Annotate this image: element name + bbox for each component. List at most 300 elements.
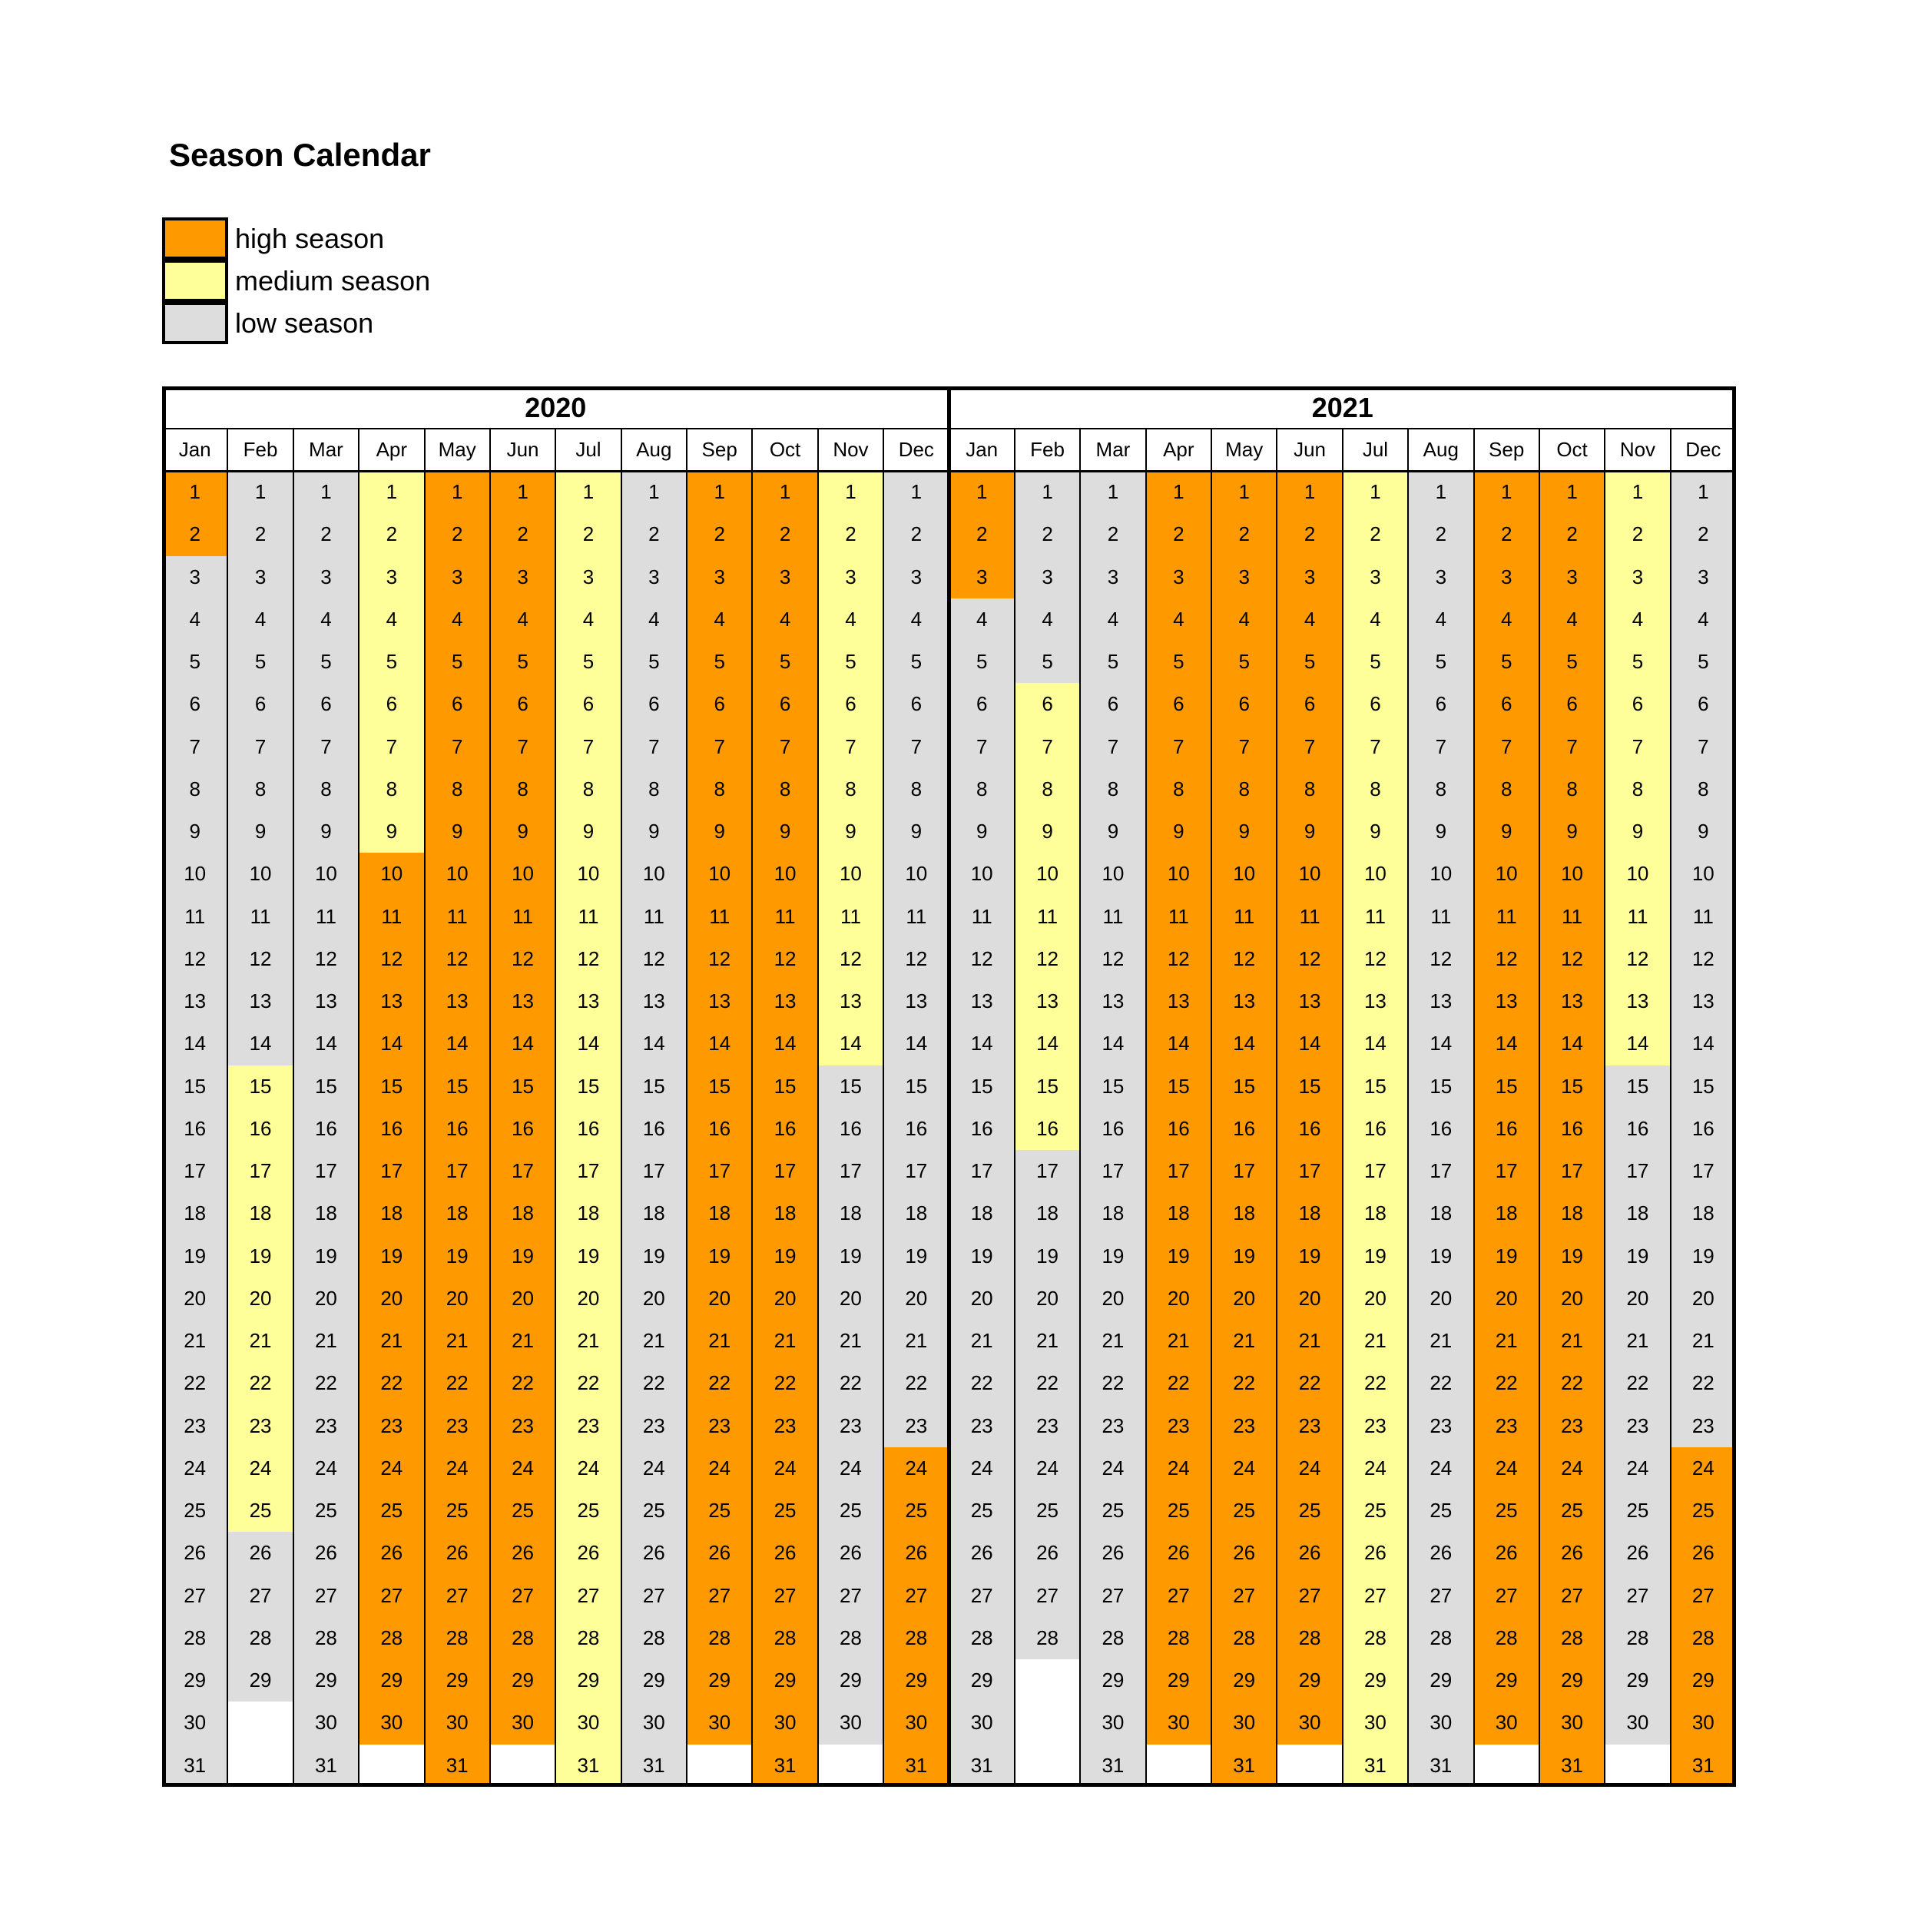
page-title: Season Calendar (169, 137, 431, 173)
day-cell: 28 (1277, 1617, 1342, 1659)
day-cell: 7 (490, 726, 555, 768)
day-cell: 12 (1474, 938, 1539, 980)
day-cell: 14 (687, 1022, 752, 1065)
day-cell: 16 (227, 1108, 293, 1150)
month-divider-line (293, 429, 294, 1787)
day-cell: 5 (1277, 641, 1342, 683)
day-cell: 18 (1277, 1192, 1342, 1234)
month-divider-line (621, 429, 622, 1787)
day-cell: 31 (1211, 1745, 1277, 1787)
day-cell: 22 (555, 1362, 621, 1404)
day-cell: 17 (1343, 1150, 1408, 1192)
empty-day-cell (1605, 1745, 1670, 1787)
day-cell: 13 (883, 980, 949, 1022)
day-cell: 23 (1080, 1405, 1145, 1447)
day-cell: 20 (687, 1278, 752, 1320)
day-cell: 26 (1015, 1532, 1080, 1574)
day-cell: 10 (555, 853, 621, 895)
empty-day-cell (359, 1745, 424, 1787)
day-cell: 10 (490, 853, 555, 895)
day-cell: 4 (949, 598, 1015, 641)
day-cell: 15 (162, 1065, 227, 1108)
day-cell: 17 (1539, 1150, 1605, 1192)
day-cell: 11 (162, 896, 227, 938)
day-cell: 9 (621, 810, 687, 853)
day-cell: 15 (1146, 1065, 1211, 1108)
day-cell: 16 (1605, 1108, 1670, 1150)
day-cell: 27 (293, 1575, 359, 1617)
day-cell: 4 (227, 598, 293, 641)
day-cell: 17 (1277, 1150, 1342, 1192)
day-cell: 21 (1605, 1320, 1670, 1362)
day-cell: 3 (1015, 556, 1080, 598)
day-cell: 25 (1605, 1490, 1670, 1532)
day-cell: 22 (1211, 1362, 1277, 1404)
day-cell: 14 (818, 1022, 883, 1065)
month-header-2020-oct: Oct (752, 429, 817, 471)
day-cell: 2 (1474, 513, 1539, 555)
day-cell: 8 (1343, 768, 1408, 810)
month-divider-line (1211, 429, 1212, 1787)
day-cell: 24 (425, 1447, 490, 1490)
day-cell: 27 (687, 1575, 752, 1617)
day-cell: 20 (1277, 1278, 1342, 1320)
day-cell: 13 (162, 980, 227, 1022)
day-cell: 6 (1474, 683, 1539, 725)
day-cell: 2 (1408, 513, 1473, 555)
day-cell: 26 (1080, 1532, 1145, 1574)
day-cell: 30 (818, 1702, 883, 1744)
day-cell: 29 (1605, 1659, 1670, 1702)
day-cell: 14 (1277, 1022, 1342, 1065)
day-cell: 13 (227, 980, 293, 1022)
day-cell: 31 (1408, 1745, 1473, 1787)
day-cell: 13 (949, 980, 1015, 1022)
day-cell: 28 (1211, 1617, 1277, 1659)
day-cell: 1 (227, 471, 293, 513)
day-cell: 17 (1671, 1150, 1736, 1192)
day-cell: 24 (1474, 1447, 1539, 1490)
day-cell: 15 (1605, 1065, 1670, 1108)
day-cell: 5 (1671, 641, 1736, 683)
month-header-2021-oct: Oct (1539, 429, 1605, 471)
month-header-2020-apr: Apr (359, 429, 424, 471)
day-cell: 3 (1211, 556, 1277, 598)
day-cell: 25 (490, 1490, 555, 1532)
day-cell: 28 (883, 1617, 949, 1659)
day-cell: 5 (555, 641, 621, 683)
day-cell: 23 (293, 1405, 359, 1447)
day-cell: 13 (1474, 980, 1539, 1022)
day-cell: 1 (1539, 471, 1605, 513)
day-cell: 13 (1605, 980, 1670, 1022)
day-cell: 26 (949, 1532, 1015, 1574)
day-cell: 25 (1080, 1490, 1145, 1532)
day-cell: 1 (555, 471, 621, 513)
day-cell: 2 (490, 513, 555, 555)
day-cell: 22 (1605, 1362, 1670, 1404)
day-cell: 27 (555, 1575, 621, 1617)
day-cell: 26 (883, 1532, 949, 1574)
day-cell: 15 (1671, 1065, 1736, 1108)
day-cell: 30 (1671, 1702, 1736, 1744)
day-cell: 7 (1539, 726, 1605, 768)
day-cell: 2 (227, 513, 293, 555)
day-cell: 9 (490, 810, 555, 853)
day-cell: 30 (1277, 1702, 1342, 1744)
day-cell: 16 (1474, 1108, 1539, 1150)
day-cell: 27 (1539, 1575, 1605, 1617)
day-cell: 6 (1671, 683, 1736, 725)
day-cell: 11 (818, 896, 883, 938)
day-cell: 25 (1211, 1490, 1277, 1532)
day-cell: 6 (1146, 683, 1211, 725)
day-cell: 14 (1671, 1022, 1736, 1065)
year-divider-line (947, 386, 951, 1787)
day-cell: 6 (1605, 683, 1670, 725)
day-cell: 4 (1408, 598, 1473, 641)
day-cell: 18 (752, 1192, 817, 1234)
day-cell: 18 (162, 1192, 227, 1234)
day-cell: 1 (752, 471, 817, 513)
day-cell: 4 (883, 598, 949, 641)
day-cell: 14 (1605, 1022, 1670, 1065)
day-cell: 28 (1343, 1617, 1408, 1659)
day-cell: 26 (555, 1532, 621, 1574)
day-cell: 13 (752, 980, 817, 1022)
day-cell: 20 (162, 1278, 227, 1320)
day-cell: 23 (1605, 1405, 1670, 1447)
day-cell: 2 (752, 513, 817, 555)
day-cell: 16 (425, 1108, 490, 1150)
month-divider-line (751, 429, 753, 1787)
day-cell: 11 (555, 896, 621, 938)
day-cell: 18 (621, 1192, 687, 1234)
year-header-2020: 2020 (162, 386, 949, 429)
day-cell: 28 (1474, 1617, 1539, 1659)
day-cell: 29 (359, 1659, 424, 1702)
day-cell: 20 (1474, 1278, 1539, 1320)
day-cell: 27 (490, 1575, 555, 1617)
day-cell: 16 (1015, 1108, 1080, 1150)
day-cell: 7 (1343, 726, 1408, 768)
day-cell: 1 (949, 471, 1015, 513)
day-cell: 16 (359, 1108, 424, 1150)
day-cell: 24 (949, 1447, 1015, 1490)
day-cell: 17 (818, 1150, 883, 1192)
day-cell: 31 (752, 1745, 817, 1787)
day-cell: 12 (1211, 938, 1277, 980)
empty-day-cell (1277, 1745, 1342, 1787)
day-cell: 24 (1080, 1447, 1145, 1490)
month-header-2020-feb: Feb (227, 429, 293, 471)
day-cell: 15 (425, 1065, 490, 1108)
day-cell: 3 (490, 556, 555, 598)
day-cell: 28 (1408, 1617, 1473, 1659)
day-cell: 1 (1080, 471, 1145, 513)
day-cell: 27 (227, 1575, 293, 1617)
day-cell: 19 (818, 1235, 883, 1278)
day-cell: 28 (1539, 1617, 1605, 1659)
day-cell: 15 (1539, 1065, 1605, 1108)
day-cell: 11 (1671, 896, 1736, 938)
day-cell: 28 (359, 1617, 424, 1659)
day-cell: 18 (1474, 1192, 1539, 1234)
day-cell: 1 (1146, 471, 1211, 513)
day-cell: 16 (1343, 1108, 1408, 1150)
month-header-2020-dec: Dec (883, 429, 949, 471)
month-header-2020-jan: Jan (162, 429, 227, 471)
day-cell: 9 (1277, 810, 1342, 853)
day-cell: 1 (687, 471, 752, 513)
day-cell: 30 (1605, 1702, 1670, 1744)
day-cell: 16 (162, 1108, 227, 1150)
day-cell: 13 (425, 980, 490, 1022)
day-cell: 9 (949, 810, 1015, 853)
day-cell: 29 (1343, 1659, 1408, 1702)
day-cell: 22 (293, 1362, 359, 1404)
day-cell: 5 (1474, 641, 1539, 683)
day-cell: 13 (621, 980, 687, 1022)
day-cell: 7 (1146, 726, 1211, 768)
month-header-2020-mar: Mar (293, 429, 359, 471)
day-cell: 1 (1211, 471, 1277, 513)
day-cell: 5 (818, 641, 883, 683)
day-cell: 18 (1015, 1192, 1080, 1234)
day-cell: 19 (1671, 1235, 1736, 1278)
day-cell: 16 (687, 1108, 752, 1150)
day-cell: 12 (1605, 938, 1670, 980)
day-cell: 2 (1211, 513, 1277, 555)
empty-day-cell (818, 1745, 883, 1787)
day-cell: 21 (621, 1320, 687, 1362)
day-cell: 15 (293, 1065, 359, 1108)
month-divider-line (1539, 429, 1540, 1787)
day-cell: 10 (1605, 853, 1670, 895)
day-cell: 19 (687, 1235, 752, 1278)
day-cell: 11 (1343, 896, 1408, 938)
day-cell: 16 (1671, 1108, 1736, 1150)
legend-swatch-high (162, 217, 228, 260)
day-cell: 26 (1539, 1532, 1605, 1574)
day-cell: 12 (1080, 938, 1145, 980)
month-header-2021-nov: Nov (1605, 429, 1670, 471)
day-cell: 28 (555, 1617, 621, 1659)
day-cell: 18 (227, 1192, 293, 1234)
day-cell: 19 (1605, 1235, 1670, 1278)
day-cell: 11 (425, 896, 490, 938)
day-cell: 15 (818, 1065, 883, 1108)
day-cell: 6 (1211, 683, 1277, 725)
day-cell: 29 (687, 1659, 752, 1702)
day-cell: 29 (1539, 1659, 1605, 1702)
day-cell: 13 (1080, 980, 1145, 1022)
day-cell: 12 (883, 938, 949, 980)
day-cell: 5 (359, 641, 424, 683)
day-cell: 1 (818, 471, 883, 513)
day-cell: 6 (949, 683, 1015, 725)
day-cell: 5 (1408, 641, 1473, 683)
day-cell: 24 (1343, 1447, 1408, 1490)
day-cell: 18 (359, 1192, 424, 1234)
day-cell: 24 (752, 1447, 817, 1490)
month-divider-line (1604, 429, 1605, 1787)
day-cell: 20 (1146, 1278, 1211, 1320)
day-cell: 14 (1539, 1022, 1605, 1065)
day-cell: 7 (1080, 726, 1145, 768)
day-cell: 15 (1080, 1065, 1145, 1108)
day-cell: 13 (1146, 980, 1211, 1022)
day-cell: 11 (1277, 896, 1342, 938)
day-cell: 2 (1277, 513, 1342, 555)
day-cell: 29 (555, 1659, 621, 1702)
day-cell: 5 (1343, 641, 1408, 683)
day-cell: 30 (1146, 1702, 1211, 1744)
day-cell: 30 (621, 1702, 687, 1744)
day-cell: 20 (1605, 1278, 1670, 1320)
day-cell: 7 (359, 726, 424, 768)
day-cell: 26 (359, 1532, 424, 1574)
day-cell: 29 (752, 1659, 817, 1702)
month-header-2020-nov: Nov (818, 429, 883, 471)
day-cell: 25 (883, 1490, 949, 1532)
day-cell: 6 (818, 683, 883, 725)
day-cell: 1 (359, 471, 424, 513)
day-cell: 10 (621, 853, 687, 895)
day-cell: 23 (490, 1405, 555, 1447)
legend-label-medium: medium season (235, 265, 431, 297)
legend-swatch-low (162, 302, 228, 344)
day-cell: 21 (818, 1320, 883, 1362)
day-cell: 27 (621, 1575, 687, 1617)
day-cell: 29 (883, 1659, 949, 1702)
day-cell: 11 (1211, 896, 1277, 938)
day-cell: 22 (818, 1362, 883, 1404)
month-divider-line (686, 429, 687, 1787)
day-cell: 1 (1015, 471, 1080, 513)
day-cell: 9 (687, 810, 752, 853)
day-cell: 19 (1211, 1235, 1277, 1278)
day-cell: 1 (293, 471, 359, 513)
day-cell: 29 (425, 1659, 490, 1702)
day-cell: 11 (359, 896, 424, 938)
day-cell: 19 (555, 1235, 621, 1278)
day-cell: 5 (621, 641, 687, 683)
day-cell: 26 (1211, 1532, 1277, 1574)
legend-swatch-medium (162, 260, 228, 302)
day-cell: 5 (1080, 641, 1145, 683)
day-cell: 4 (1605, 598, 1670, 641)
day-cell: 25 (1474, 1490, 1539, 1532)
day-cell: 28 (1605, 1617, 1670, 1659)
day-cell: 24 (1015, 1447, 1080, 1490)
day-cell: 14 (1080, 1022, 1145, 1065)
day-cell: 5 (1605, 641, 1670, 683)
day-cell: 31 (883, 1745, 949, 1787)
day-cell: 10 (752, 853, 817, 895)
day-cell: 31 (621, 1745, 687, 1787)
day-cell: 21 (359, 1320, 424, 1362)
day-cell: 13 (1539, 980, 1605, 1022)
day-cell: 23 (883, 1405, 949, 1447)
day-cell: 10 (883, 853, 949, 895)
day-cell: 17 (1015, 1150, 1080, 1192)
day-cell: 4 (1671, 598, 1736, 641)
day-cell: 3 (1474, 556, 1539, 598)
day-cell: 24 (687, 1447, 752, 1490)
day-cell: 25 (1343, 1490, 1408, 1532)
day-cell: 23 (1671, 1405, 1736, 1447)
day-cell: 15 (621, 1065, 687, 1108)
day-cell: 21 (1539, 1320, 1605, 1362)
day-cell: 24 (162, 1447, 227, 1490)
day-cell: 15 (1343, 1065, 1408, 1108)
day-cell: 12 (555, 938, 621, 980)
day-cell: 2 (1015, 513, 1080, 555)
day-cell: 11 (293, 896, 359, 938)
day-cell: 6 (425, 683, 490, 725)
day-cell: 9 (293, 810, 359, 853)
day-cell: 26 (293, 1532, 359, 1574)
day-cell: 28 (621, 1617, 687, 1659)
day-cell: 22 (1474, 1362, 1539, 1404)
day-cell: 19 (1146, 1235, 1211, 1278)
day-cell: 9 (1539, 810, 1605, 853)
day-cell: 12 (1408, 938, 1473, 980)
day-cell: 24 (1211, 1447, 1277, 1490)
day-cell: 24 (1539, 1447, 1605, 1490)
day-cell: 12 (687, 938, 752, 980)
day-cell: 17 (1211, 1150, 1277, 1192)
day-cell: 24 (1277, 1447, 1342, 1490)
day-cell: 8 (949, 768, 1015, 810)
day-cell: 11 (621, 896, 687, 938)
day-cell: 25 (818, 1490, 883, 1532)
day-cell: 12 (490, 938, 555, 980)
day-cell: 3 (425, 556, 490, 598)
day-cell: 20 (752, 1278, 817, 1320)
empty-day-cell (1015, 1702, 1080, 1744)
day-cell: 14 (883, 1022, 949, 1065)
day-cell: 25 (621, 1490, 687, 1532)
day-cell: 17 (490, 1150, 555, 1192)
day-cell: 19 (1474, 1235, 1539, 1278)
month-divider-line (1407, 429, 1409, 1787)
day-cell: 8 (1474, 768, 1539, 810)
day-cell: 23 (162, 1405, 227, 1447)
day-cell: 11 (1605, 896, 1670, 938)
day-cell: 14 (1211, 1022, 1277, 1065)
day-cell: 10 (359, 853, 424, 895)
day-cell: 5 (1539, 641, 1605, 683)
day-cell: 4 (621, 598, 687, 641)
day-cell: 19 (1277, 1235, 1342, 1278)
day-cell: 18 (1539, 1192, 1605, 1234)
day-cell: 27 (162, 1575, 227, 1617)
day-cell: 25 (1015, 1490, 1080, 1532)
day-cell: 16 (1211, 1108, 1277, 1150)
day-cell: 31 (555, 1745, 621, 1787)
day-cell: 26 (1605, 1532, 1670, 1574)
day-cell: 19 (1539, 1235, 1605, 1278)
day-cell: 21 (883, 1320, 949, 1362)
day-cell: 15 (1277, 1065, 1342, 1108)
day-cell: 29 (1408, 1659, 1473, 1702)
day-cell: 7 (293, 726, 359, 768)
month-divider-line (358, 429, 359, 1787)
day-cell: 8 (1146, 768, 1211, 810)
day-cell: 3 (555, 556, 621, 598)
